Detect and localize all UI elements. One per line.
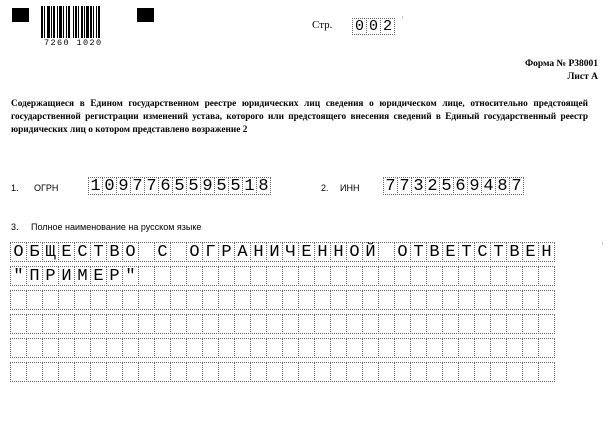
name-char-cell[interactable] — [42, 314, 59, 334]
name-char-cell[interactable] — [490, 362, 507, 382]
name-char-cell[interactable] — [266, 290, 283, 310]
ogrn-digit-cell[interactable]: 6 — [158, 177, 173, 195]
name-char-cell[interactable] — [362, 314, 379, 334]
name-char-cell[interactable] — [58, 314, 75, 334]
name-char-cell[interactable]: О — [394, 242, 411, 262]
name-char-cell[interactable] — [138, 242, 155, 262]
name-char-cell[interactable] — [122, 314, 139, 334]
name-char-cell[interactable] — [394, 290, 411, 310]
name-char-cell[interactable] — [522, 266, 539, 286]
name-char-cell[interactable]: " — [122, 266, 139, 286]
name-char-cell[interactable]: И — [266, 242, 283, 262]
name-char-cell[interactable] — [170, 290, 187, 310]
barcode-bar — [73, 6, 74, 38]
name-char-cell[interactable] — [298, 362, 315, 382]
name-char-cell[interactable]: Н — [538, 242, 555, 262]
barcode — [41, 6, 125, 38]
ogrn-digit-cell[interactable]: 7 — [130, 177, 145, 195]
name-char-cell[interactable] — [58, 362, 75, 382]
form-number-block — [525, 58, 598, 84]
page-tick-mark: ' — [402, 15, 404, 24]
name-char-cell[interactable] — [218, 266, 235, 286]
barcode-number: 7260 1020 — [44, 38, 103, 48]
name-char-cell[interactable] — [474, 290, 491, 310]
name-char-cell[interactable]: В — [506, 242, 523, 262]
name-char-cell[interactable] — [186, 362, 203, 382]
name-char-cell[interactable]: Н — [250, 242, 267, 262]
name-char-cell[interactable] — [538, 290, 555, 310]
name-char-cell[interactable] — [394, 266, 411, 286]
name-char-cell[interactable] — [106, 290, 123, 310]
ogrn-digit-cell[interactable]: 5 — [186, 177, 201, 195]
barcode-bar — [75, 6, 77, 38]
inn-digit-cell[interactable]: 3 — [411, 177, 426, 195]
name-char-cell[interactable] — [234, 266, 251, 286]
full-name-row[interactable] — [10, 336, 554, 360]
name-char-cell[interactable] — [522, 362, 539, 382]
name-char-cell[interactable]: Н — [330, 242, 347, 262]
name-char-cell[interactable] — [74, 314, 91, 334]
name-char-cell[interactable] — [154, 338, 171, 358]
ogrn-digit-cell[interactable]: 9 — [116, 177, 131, 195]
barcode-bar — [93, 6, 94, 38]
name-char-cell[interactable] — [474, 266, 491, 286]
name-char-cell[interactable] — [90, 314, 107, 334]
name-char-cell[interactable] — [282, 290, 299, 310]
name-char-cell[interactable] — [218, 290, 235, 310]
full-name-row[interactable] — [10, 240, 554, 264]
name-char-cell[interactable]: О — [346, 242, 363, 262]
name-char-cell[interactable] — [218, 338, 235, 358]
ogrn-digit-cell[interactable]: 8 — [256, 177, 271, 195]
name-char-cell[interactable] — [26, 290, 43, 310]
name-char-cell[interactable] — [202, 290, 219, 310]
name-char-cell[interactable]: Т — [90, 242, 107, 262]
name-char-cell[interactable] — [346, 290, 363, 310]
name-char-cell[interactable] — [122, 338, 139, 358]
name-char-cell[interactable] — [58, 338, 75, 358]
name-char-cell[interactable] — [202, 266, 219, 286]
name-char-cell[interactable] — [138, 338, 155, 358]
name-char-cell[interactable] — [378, 314, 395, 334]
inn-number: 2. — [321, 183, 329, 193]
inn-digit-cell[interactable]: 2 — [425, 177, 440, 195]
name-char-cell[interactable] — [522, 338, 539, 358]
name-char-cell[interactable]: Е — [442, 242, 459, 262]
name-char-cell[interactable] — [186, 290, 203, 310]
name-char-cell[interactable] — [458, 314, 475, 334]
name-char-cell[interactable] — [378, 290, 395, 310]
barcode-bar — [86, 6, 89, 38]
name-char-cell[interactable]: С — [474, 242, 491, 262]
name-char-cell[interactable] — [74, 290, 91, 310]
name-char-cell[interactable] — [90, 338, 107, 358]
name-char-cell[interactable]: Б — [26, 242, 43, 262]
name-char-cell[interactable] — [426, 362, 443, 382]
name-char-cell[interactable] — [234, 362, 251, 382]
name-char-cell[interactable] — [410, 290, 427, 310]
name-char-cell[interactable] — [346, 338, 363, 358]
inn-digit-cell[interactable]: 7 — [509, 177, 524, 195]
name-char-cell[interactable] — [426, 314, 443, 334]
name-char-cell[interactable] — [90, 290, 107, 310]
name-char-cell[interactable] — [442, 362, 459, 382]
name-char-cell[interactable] — [138, 362, 155, 382]
name-char-cell[interactable]: С — [74, 242, 91, 262]
full-name-row[interactable] — [10, 264, 554, 288]
name-char-cell[interactable] — [314, 338, 331, 358]
name-char-cell[interactable] — [202, 314, 219, 334]
name-char-cell[interactable]: А — [234, 242, 251, 262]
name-char-cell[interactable] — [346, 314, 363, 334]
name-char-cell[interactable] — [314, 290, 331, 310]
inn-digit-cell[interactable]: 5 — [439, 177, 454, 195]
name-char-cell[interactable] — [362, 338, 379, 358]
name-char-cell[interactable] — [282, 362, 299, 382]
full-name-row[interactable] — [10, 312, 554, 336]
name-char-cell[interactable] — [106, 338, 123, 358]
name-char-cell[interactable] — [458, 290, 475, 310]
name-char-cell[interactable]: Щ — [42, 242, 59, 262]
name-char-cell[interactable] — [506, 266, 523, 286]
barcode-bar — [53, 6, 55, 38]
name-char-cell[interactable] — [298, 290, 315, 310]
name-char-cell[interactable] — [330, 266, 347, 286]
barcode-bar — [59, 6, 62, 38]
name-char-cell[interactable] — [170, 242, 187, 262]
name-char-cell[interactable] — [426, 290, 443, 310]
barcode-bar — [84, 6, 85, 38]
barcode-bar — [47, 6, 50, 38]
name-char-cell[interactable] — [42, 338, 59, 358]
name-char-cell[interactable] — [522, 290, 539, 310]
name-char-cell[interactable] — [218, 314, 235, 334]
name-char-cell[interactable] — [442, 314, 459, 334]
name-tick-mark: ' — [602, 241, 604, 250]
page-digit-cell[interactable]: 2 — [380, 18, 395, 35]
name-char-cell[interactable]: М — [74, 266, 91, 286]
name-char-cell[interactable] — [330, 362, 347, 382]
name-char-cell[interactable] — [282, 314, 299, 334]
name-char-cell[interactable] — [506, 314, 523, 334]
name-char-cell[interactable]: Е — [90, 266, 107, 286]
page-number-field[interactable] — [352, 18, 394, 35]
name-char-cell[interactable] — [26, 362, 43, 382]
name-char-cell[interactable] — [74, 338, 91, 358]
barcode-bar — [44, 6, 45, 38]
name-char-cell[interactable] — [26, 314, 43, 334]
name-char-cell[interactable] — [538, 362, 555, 382]
sheet-label: Лист А — [567, 72, 598, 82]
name-char-cell[interactable] — [410, 362, 427, 382]
name-char-cell[interactable]: " — [10, 266, 27, 286]
name-char-cell[interactable] — [426, 266, 443, 286]
inn-digit-cell[interactable]: 9 — [467, 177, 482, 195]
ogrn-digit-cell[interactable]: 1 — [88, 177, 103, 195]
name-char-cell[interactable]: Й — [362, 242, 379, 262]
name-char-cell[interactable]: В — [426, 242, 443, 262]
name-char-cell[interactable] — [394, 314, 411, 334]
barcode-bar — [66, 6, 67, 38]
name-char-cell[interactable] — [474, 338, 491, 358]
name-char-cell[interactable]: П — [26, 266, 43, 286]
name-char-cell[interactable] — [410, 266, 427, 286]
name-char-cell[interactable] — [26, 338, 43, 358]
name-char-cell[interactable] — [298, 314, 315, 334]
ogrn-number: 1. — [11, 183, 19, 193]
name-char-cell[interactable] — [122, 290, 139, 310]
name-char-cell[interactable] — [474, 314, 491, 334]
name-char-cell[interactable] — [202, 362, 219, 382]
name-char-cell[interactable] — [170, 362, 187, 382]
name-char-cell[interactable] — [170, 266, 187, 286]
ogrn-field[interactable] — [88, 177, 270, 195]
name-char-cell[interactable] — [154, 290, 171, 310]
name-char-cell[interactable] — [362, 362, 379, 382]
name-char-cell[interactable] — [250, 338, 267, 358]
name-char-cell[interactable] — [506, 338, 523, 358]
name-char-cell[interactable] — [314, 314, 331, 334]
name-char-cell[interactable]: Р — [106, 266, 123, 286]
name-char-cell[interactable]: Г — [202, 242, 219, 262]
name-char-cell[interactable] — [458, 338, 475, 358]
name-char-cell[interactable] — [202, 338, 219, 358]
name-char-cell[interactable] — [250, 314, 267, 334]
name-char-cell[interactable] — [378, 338, 395, 358]
name-char-cell[interactable] — [138, 266, 155, 286]
name-char-cell[interactable]: Ч — [282, 242, 299, 262]
barcode-bar — [78, 6, 79, 38]
name-char-cell[interactable] — [234, 314, 251, 334]
full-name-field[interactable] — [10, 240, 554, 384]
form-number: Форма № Р38001 — [524, 59, 598, 69]
name-char-cell[interactable] — [186, 338, 203, 358]
ogrn-digit-cell[interactable]: 7 — [144, 177, 159, 195]
name-char-cell[interactable] — [410, 338, 427, 358]
name-char-cell[interactable] — [394, 338, 411, 358]
page-label: Стр. — [312, 19, 333, 31]
full-name-number: 3. — [11, 222, 19, 232]
name-char-cell[interactable] — [330, 338, 347, 358]
name-char-cell[interactable]: Р — [218, 242, 235, 262]
name-char-cell[interactable] — [122, 362, 139, 382]
name-char-cell[interactable] — [10, 362, 27, 382]
name-char-cell[interactable] — [522, 314, 539, 334]
name-char-cell[interactable]: Е — [298, 242, 315, 262]
name-char-cell[interactable] — [186, 314, 203, 334]
inn-digit-cell[interactable]: 8 — [495, 177, 510, 195]
name-char-cell[interactable]: С — [154, 242, 171, 262]
name-char-cell[interactable] — [474, 362, 491, 382]
name-char-cell[interactable] — [442, 266, 459, 286]
name-char-cell[interactable] — [74, 362, 91, 382]
name-char-cell[interactable]: О — [122, 242, 139, 262]
inn-digit-cell[interactable]: 7 — [397, 177, 412, 195]
name-char-cell[interactable] — [538, 314, 555, 334]
name-char-cell[interactable] — [250, 290, 267, 310]
name-char-cell[interactable]: Т — [490, 242, 507, 262]
name-char-cell[interactable] — [186, 266, 203, 286]
name-char-cell[interactable] — [378, 266, 395, 286]
name-char-cell[interactable] — [90, 362, 107, 382]
name-char-cell[interactable] — [298, 266, 315, 286]
name-char-cell[interactable] — [234, 338, 251, 358]
corner-marker-left — [12, 8, 29, 22]
barcode-bar — [81, 6, 83, 38]
name-char-cell[interactable] — [266, 314, 283, 334]
barcode-bar — [41, 6, 43, 38]
ogrn-digit-cell[interactable]: 1 — [242, 177, 257, 195]
ogrn-label: ОГРН — [34, 183, 59, 193]
name-char-cell[interactable] — [250, 266, 267, 286]
name-char-cell[interactable] — [362, 266, 379, 286]
name-char-cell[interactable] — [234, 290, 251, 310]
name-char-cell[interactable] — [490, 314, 507, 334]
name-char-cell[interactable]: О — [186, 242, 203, 262]
inn-digit-cell[interactable]: 4 — [481, 177, 496, 195]
name-char-cell[interactable] — [138, 314, 155, 334]
name-char-cell[interactable]: Т — [410, 242, 427, 262]
name-char-cell[interactable] — [298, 338, 315, 358]
name-char-cell[interactable] — [154, 314, 171, 334]
name-char-cell[interactable] — [106, 362, 123, 382]
name-char-cell[interactable] — [282, 338, 299, 358]
ogrn-digit-cell[interactable]: 5 — [228, 177, 243, 195]
name-char-cell[interactable] — [538, 338, 555, 358]
full-name-row[interactable] — [10, 360, 554, 384]
name-char-cell[interactable] — [154, 266, 171, 286]
name-char-cell[interactable] — [282, 266, 299, 286]
ogrn-digit-cell[interactable]: 9 — [200, 177, 215, 195]
barcode-bar — [96, 6, 97, 38]
barcode-bar — [98, 6, 100, 38]
full-name-row[interactable] — [10, 288, 554, 312]
page-digit-cell[interactable]: 0 — [366, 18, 381, 35]
name-char-cell[interactable] — [42, 362, 59, 382]
barcode-bar — [63, 6, 64, 38]
name-char-cell[interactable] — [394, 362, 411, 382]
name-char-cell[interactable] — [410, 314, 427, 334]
page-digit-cell[interactable]: 0 — [352, 18, 367, 35]
barcode-bar — [68, 6, 70, 38]
name-char-cell[interactable] — [378, 362, 395, 382]
name-char-cell[interactable] — [506, 290, 523, 310]
name-char-cell[interactable]: И — [58, 266, 75, 286]
name-char-cell[interactable] — [266, 266, 283, 286]
ogrn-digit-cell[interactable]: 0 — [102, 177, 117, 195]
name-char-cell[interactable] — [10, 338, 27, 358]
name-char-cell[interactable] — [490, 338, 507, 358]
name-char-cell[interactable] — [442, 290, 459, 310]
name-char-cell[interactable] — [442, 338, 459, 358]
ogrn-digit-cell[interactable]: 5 — [214, 177, 229, 195]
name-char-cell[interactable] — [346, 362, 363, 382]
name-char-cell[interactable]: Н — [314, 242, 331, 262]
name-char-cell[interactable] — [362, 290, 379, 310]
name-char-cell[interactable] — [138, 290, 155, 310]
name-char-cell[interactable] — [314, 266, 331, 286]
name-char-cell[interactable] — [170, 314, 187, 334]
name-char-cell[interactable] — [538, 266, 555, 286]
name-char-cell[interactable] — [330, 290, 347, 310]
name-char-cell[interactable] — [506, 362, 523, 382]
barcode-bar — [57, 6, 58, 38]
name-char-cell[interactable] — [218, 362, 235, 382]
name-char-cell[interactable] — [490, 266, 507, 286]
name-char-cell[interactable] — [330, 314, 347, 334]
name-char-cell[interactable] — [314, 362, 331, 382]
name-char-cell[interactable]: Е — [58, 242, 75, 262]
name-char-cell[interactable] — [458, 362, 475, 382]
intro-paragraph: Содержащиеся в Едином государственном реестре юридических лиц сведения о юридическом лице, относительно предстоящей государственной регистрации изменений устава, которого или предстоящего внесения сведений в Единый государственный реестр юридических лиц о котором представлено возражение 2 — [11, 99, 588, 135]
inn-digit-cell[interactable]: 7 — [383, 177, 398, 195]
name-char-cell[interactable] — [58, 290, 75, 310]
name-char-cell[interactable]: О — [10, 242, 27, 262]
name-char-cell[interactable] — [346, 266, 363, 286]
name-char-cell[interactable] — [458, 266, 475, 286]
inn-field[interactable] — [383, 177, 523, 195]
name-char-cell[interactable] — [490, 290, 507, 310]
inn-label: ИНН — [340, 183, 360, 193]
barcode-bar — [51, 6, 52, 38]
barcode-bar — [90, 6, 92, 38]
inn-digit-cell[interactable]: 6 — [453, 177, 468, 195]
corner-marker-right — [137, 8, 154, 22]
name-char-cell[interactable]: Т — [458, 242, 475, 262]
name-char-cell[interactable]: Е — [522, 242, 539, 262]
name-char-cell[interactable] — [106, 314, 123, 334]
name-char-cell[interactable] — [42, 290, 59, 310]
name-char-cell[interactable] — [266, 338, 283, 358]
name-char-cell[interactable] — [250, 362, 267, 382]
name-char-cell[interactable] — [378, 242, 395, 262]
ogrn-digit-cell[interactable]: 5 — [172, 177, 187, 195]
name-char-cell[interactable] — [266, 362, 283, 382]
name-char-cell[interactable] — [10, 314, 27, 334]
name-char-cell[interactable]: В — [106, 242, 123, 262]
full-name-label: Полное наименование на русском языке — [31, 222, 202, 232]
name-char-cell[interactable] — [10, 290, 27, 310]
name-char-cell[interactable] — [154, 362, 171, 382]
name-char-cell[interactable]: Р — [42, 266, 59, 286]
name-char-cell[interactable] — [426, 338, 443, 358]
name-char-cell[interactable] — [170, 338, 187, 358]
